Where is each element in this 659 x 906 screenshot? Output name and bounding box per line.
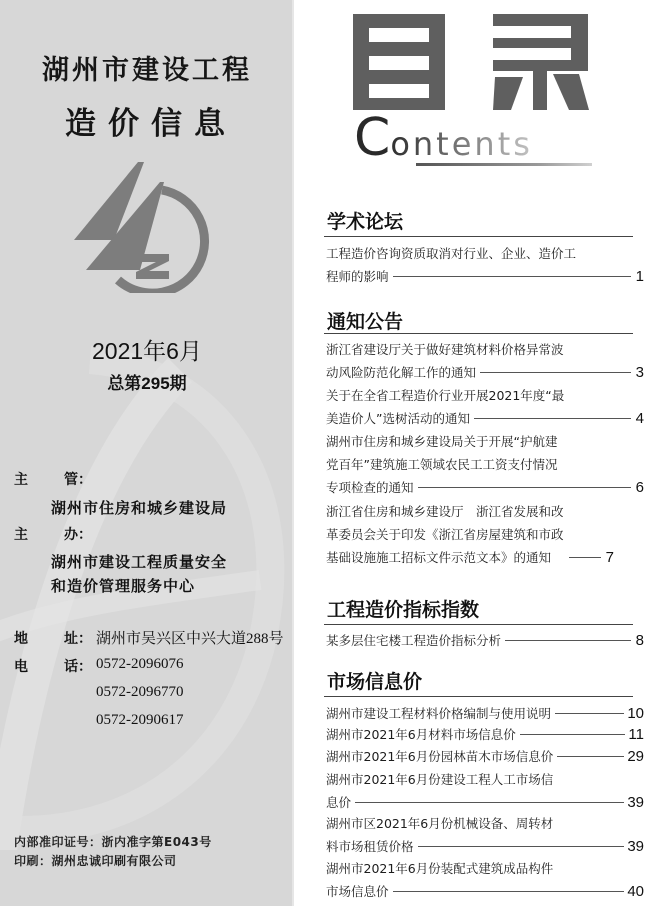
toc-entry[interactable]: 浙江省建设厅关于做好建筑材料价格异常波 动风险防范化解工作的通知 3 bbox=[326, 338, 644, 384]
sponsor-label: 主 办： bbox=[14, 527, 92, 543]
dot-leader bbox=[474, 418, 631, 419]
sponsor-value-line2: 和造价管理服务中心 bbox=[51, 577, 196, 595]
toc-entry[interactable]: 某多层住宅楼工程造价指标分析 8 bbox=[326, 629, 644, 652]
magazine-title-line2: 造价信息 bbox=[65, 106, 237, 142]
hz-sail-logo-icon bbox=[74, 158, 219, 293]
dot-leader bbox=[520, 734, 626, 735]
toc-entry[interactable]: 工程造价咨询资质取消对行业、企业、造价工 程师的影响 1 bbox=[326, 242, 644, 288]
toc-heading-cn bbox=[353, 14, 593, 110]
dot-leader bbox=[355, 802, 624, 803]
toc-heading-underline bbox=[416, 163, 592, 166]
section-title-cost-index: 工程造价指标指数 bbox=[327, 599, 480, 621]
section-divider bbox=[324, 236, 633, 237]
phone-number-3: 0572-2090617 bbox=[96, 712, 184, 728]
dot-leader bbox=[418, 846, 625, 847]
section-title-notices: 通知公告 bbox=[327, 311, 404, 333]
toc-heading-en: Contents bbox=[354, 108, 533, 168]
section-divider bbox=[324, 696, 633, 697]
page-number: 3 bbox=[635, 364, 644, 381]
printing-permit: 内部准印证号：浙内准字第E043号 bbox=[14, 835, 212, 849]
section-divider bbox=[324, 624, 633, 625]
section-divider bbox=[324, 333, 633, 334]
toc-entry[interactable]: 湖州市2021年6月份园林苗木市场信息价 29 bbox=[326, 748, 644, 765]
dot-leader bbox=[569, 557, 601, 558]
issue-date: 2021年6月 bbox=[92, 338, 202, 364]
cover-panel bbox=[0, 0, 294, 906]
issue-number: 总第295期 bbox=[107, 374, 187, 393]
phone-number-1: 0572-2096076 bbox=[96, 656, 184, 672]
section-title-academic-forum: 学术论坛 bbox=[327, 211, 404, 233]
toc-entry[interactable]: 湖州市2021年6月份建设工程人工市场信 息价 39 bbox=[326, 768, 644, 814]
toc-entry[interactable]: 湖州市2021年6月材料市场信息价 11 bbox=[326, 726, 644, 743]
page-number: 39 bbox=[627, 838, 644, 855]
supervisor-label: 主 管： bbox=[14, 472, 92, 488]
toc-entry[interactable]: 湖州市2021年6月份装配式建筑成品构件 市场信息价 40 bbox=[326, 857, 644, 903]
address-label: 地 址： bbox=[14, 631, 92, 647]
phone-number-2: 0572-2096770 bbox=[96, 684, 184, 700]
page-number: 8 bbox=[635, 632, 644, 649]
printer-name: 印刷：湖州忠诚印刷有限公司 bbox=[14, 854, 177, 868]
phone-label: 电 话： bbox=[14, 659, 92, 675]
dot-leader bbox=[393, 276, 631, 277]
page-number: 7 bbox=[605, 549, 615, 566]
magazine-title-line1: 湖州市建设工程 bbox=[42, 55, 252, 86]
dot-leader bbox=[555, 713, 624, 714]
toc-entry[interactable]: 浙江省住房和城乡建设厅 浙江省发展和改 革委员会关于印发《浙江省房屋建筑和市政 基础设施施工招标文件示范文本》的通知 7 bbox=[326, 500, 644, 569]
dot-leader bbox=[418, 487, 631, 488]
page-number: 29 bbox=[627, 748, 644, 765]
address-value: 湖州市吴兴区中兴大道288号 bbox=[96, 631, 284, 647]
toc-entry[interactable]: 湖州市住房和城乡建设局关于开展“护航建 党百年”建筑施工领域农民工工资支付情况 专项检查的通知 6 bbox=[326, 430, 644, 499]
toc-entry[interactable]: 关于在全省工程造价行业开展2021年度“最 美造价人”选树活动的通知 4 bbox=[326, 384, 644, 430]
page-number: 4 bbox=[635, 410, 644, 427]
page-number: 40 bbox=[627, 883, 644, 900]
page-number: 10 bbox=[627, 705, 644, 722]
toc-entry[interactable]: 湖州市建设工程材料价格编制与使用说明 10 bbox=[326, 705, 644, 722]
page-number: 1 bbox=[635, 268, 644, 285]
section-title-market-prices: 市场信息价 bbox=[327, 671, 423, 693]
page-number: 11 bbox=[628, 726, 644, 743]
supervisor-value: 湖州市住房和城乡建设局 bbox=[51, 499, 228, 517]
toc-entry[interactable]: 湖州市区2021年6月份机械设备、周转材 料市场租赁价格 39 bbox=[326, 812, 644, 858]
dot-leader bbox=[480, 372, 631, 373]
page-number: 39 bbox=[627, 794, 644, 811]
dot-leader bbox=[505, 640, 631, 641]
sponsor-value-line1: 湖州市建设工程质量安全 bbox=[51, 553, 228, 571]
dot-leader bbox=[393, 891, 625, 892]
page-number: 6 bbox=[635, 479, 644, 496]
dot-leader bbox=[557, 756, 624, 757]
